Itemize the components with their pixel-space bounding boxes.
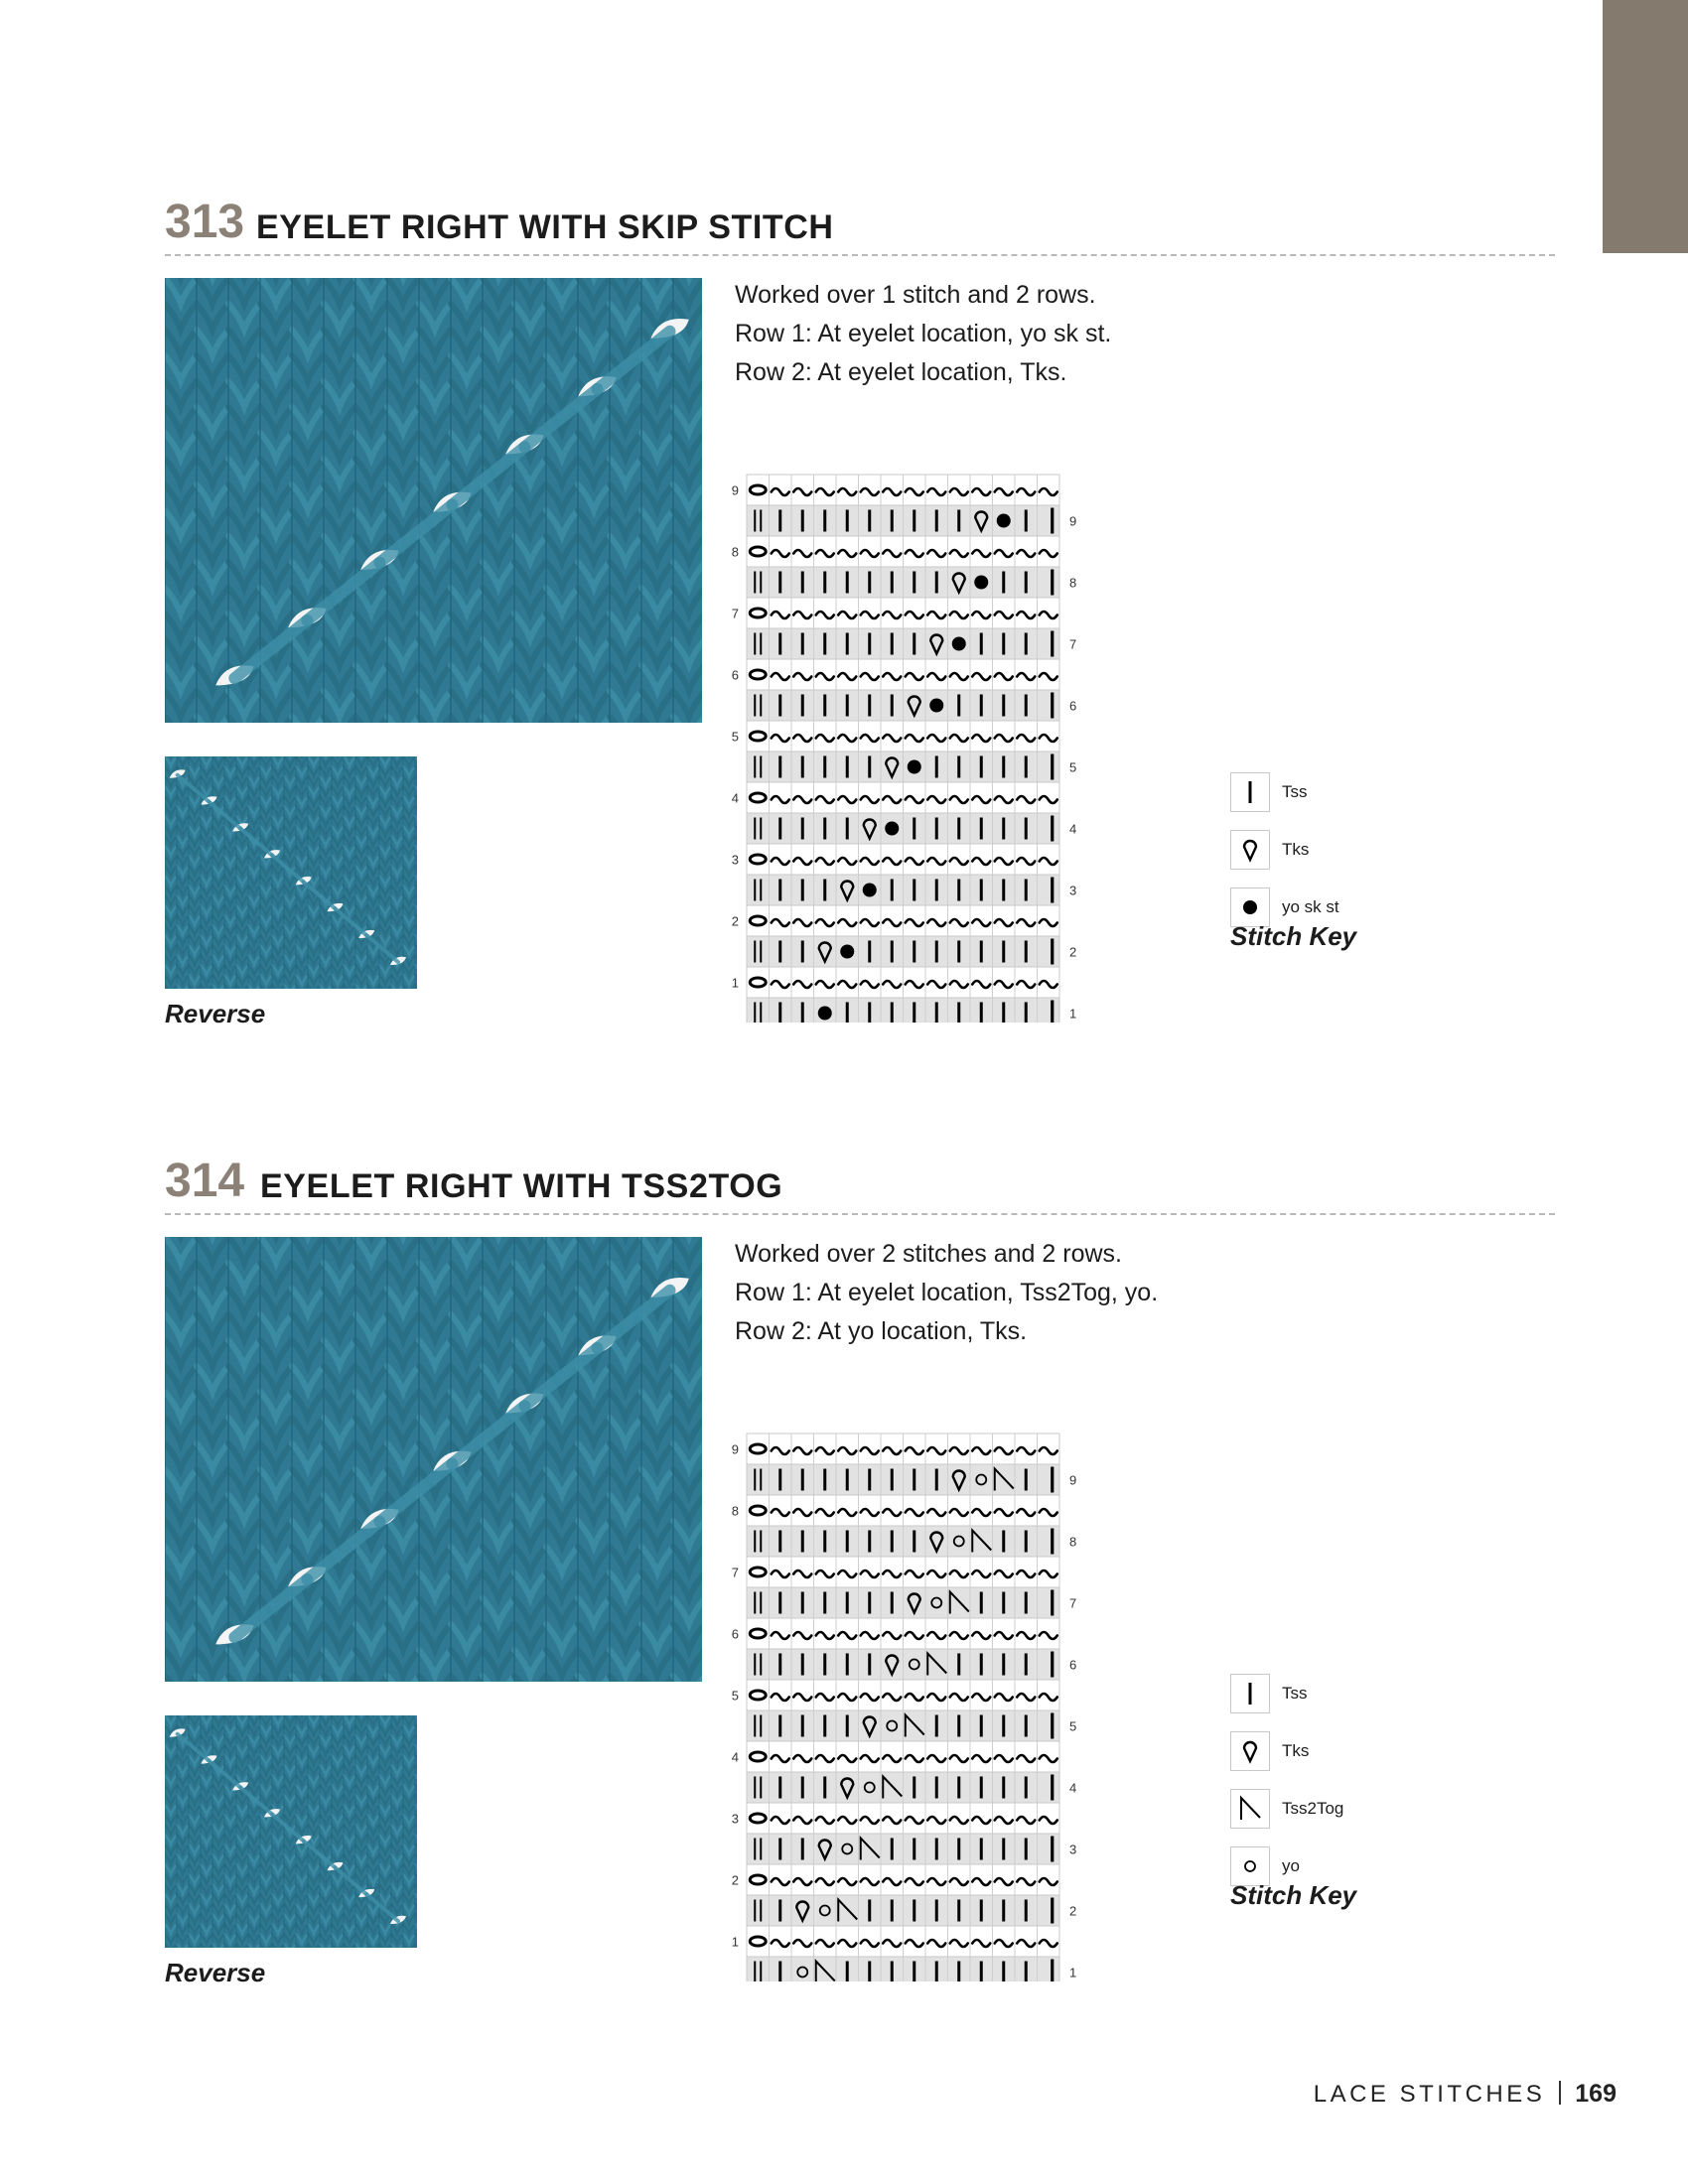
chart-row-number: 5 — [731, 729, 739, 745]
tks-icon — [1231, 1732, 1269, 1770]
section-title: EYELET RIGHT WITH SKIP STITCH — [256, 208, 834, 246]
tks-icon — [1231, 831, 1269, 869]
chart-forward-row — [747, 875, 1076, 905]
key-item-tss — [1230, 1674, 1429, 1713]
chart-row-number: 1 — [731, 1934, 739, 1950]
chart-forward-row — [747, 505, 1076, 536]
chart-row-number: 4 — [1069, 821, 1077, 837]
chart-row-number: 7 — [731, 606, 739, 621]
chart-row-number: 8 — [1069, 1534, 1077, 1550]
instruction-line: Row 1: At eyelet location, Tss2Tog, yo. — [735, 1279, 1159, 1306]
chart-return-row — [732, 1864, 1059, 1895]
page-footer — [1314, 2080, 1617, 2114]
key-item-tks — [1230, 830, 1429, 870]
tss2tog-icon — [1231, 1790, 1269, 1828]
chart-return-row — [732, 721, 1059, 751]
chart-row-number: 5 — [1069, 759, 1077, 775]
key-label: yo sk st — [1282, 897, 1339, 916]
key-item-tss — [1230, 772, 1429, 812]
chart-return-row — [732, 598, 1059, 628]
chart-row-number: 1 — [1069, 1965, 1077, 1980]
key-label: yo — [1282, 1856, 1300, 1875]
chart-forward-row — [747, 1649, 1076, 1680]
instructions — [735, 276, 1331, 392]
chart-row-number: 2 — [1069, 944, 1077, 960]
chart-row-number: 6 — [731, 1626, 739, 1642]
section-number: 314 — [165, 1155, 245, 1207]
reverse-label: Reverse — [165, 999, 266, 1028]
chart-row-number: 7 — [731, 1565, 739, 1580]
chart-row-number: 3 — [1069, 1842, 1077, 1857]
swatch-photo-front — [165, 278, 702, 723]
chart-return-row — [732, 1926, 1059, 1957]
chart-return-row — [732, 967, 1059, 998]
chart-forward-row — [747, 998, 1076, 1023]
instruction-line: Worked over 2 stitches and 2 rows. — [735, 1240, 1122, 1268]
chart-return-row — [732, 782, 1059, 813]
chart-row-number: 2 — [731, 1872, 739, 1888]
chart-return-row — [732, 844, 1059, 875]
instruction-line: Worked over 1 stitch and 2 rows. — [735, 281, 1096, 309]
key-label: Tks — [1282, 1741, 1310, 1760]
chart-row-number: 3 — [731, 852, 739, 868]
chart-forward-row — [747, 1834, 1076, 1864]
chart-row-number: 2 — [731, 913, 739, 929]
chart-return-row — [732, 1741, 1059, 1772]
key-symbol-box — [1230, 772, 1270, 812]
chart-return-row — [732, 1495, 1059, 1526]
chart-return-row — [732, 659, 1059, 690]
chart-row-number: 9 — [731, 482, 739, 498]
tss-icon — [1231, 773, 1269, 811]
chart-row-number: 8 — [731, 544, 739, 560]
chart-return-row — [732, 1618, 1059, 1649]
chart-return-row — [732, 1433, 1059, 1464]
tss-icon — [1231, 1675, 1269, 1712]
section-header — [165, 1155, 1555, 1215]
chart-return-row — [732, 1680, 1059, 1710]
instruction-line: Row 1: At eyelet location, yo sk st. — [735, 320, 1112, 347]
chart-forward-row — [747, 1587, 1076, 1618]
section-number: 313 — [165, 196, 245, 248]
chapter-color-tab — [1603, 0, 1688, 253]
chart-row-number: 6 — [731, 667, 739, 683]
key-label: Tss — [1282, 782, 1308, 801]
chart-forward-row — [747, 1526, 1076, 1557]
chart-row-number: 9 — [1069, 1472, 1077, 1488]
chart-forward-row — [747, 1464, 1076, 1495]
stitch-key-title: Stitch Key — [1230, 1880, 1357, 1910]
chart-forward-row — [747, 813, 1076, 844]
page-number: 169 — [1575, 2080, 1617, 2108]
chart-forward-row — [747, 1895, 1076, 1926]
footer-section-name: LACE STITCHES — [1313, 2081, 1546, 2108]
chart-return-row — [732, 536, 1059, 567]
key-symbol-box — [1230, 1674, 1270, 1713]
key-item-tss2tog — [1230, 1789, 1429, 1829]
chart-row-number: 4 — [1069, 1780, 1077, 1796]
section-title: EYELET RIGHT WITH TSS2TOG — [260, 1167, 783, 1205]
chart-row-number: 5 — [731, 1688, 739, 1704]
swatch-photo-front — [165, 1237, 702, 1682]
chart-forward-row — [747, 936, 1076, 967]
chart-row-number: 9 — [731, 1441, 739, 1457]
key-label: Tss2Tog — [1282, 1799, 1344, 1818]
chart-return-row — [732, 1557, 1059, 1587]
chart-return-row — [732, 1803, 1059, 1834]
chart-row-number: 3 — [731, 1811, 739, 1827]
stitch-key-title: Stitch Key — [1230, 921, 1357, 951]
key-symbol-box — [1230, 1789, 1270, 1829]
stitch-key — [1230, 1684, 1429, 1989]
swatch-photo-reverse — [165, 756, 417, 989]
chart-forward-row — [747, 1957, 1076, 1981]
chart-forward-row — [747, 567, 1076, 598]
chart-forward-row — [747, 628, 1076, 659]
chart-forward-row — [747, 1772, 1076, 1803]
stitch-section-313 — [165, 196, 1555, 1052]
chart-row-number: 9 — [1069, 513, 1077, 529]
instructions — [735, 1235, 1331, 1351]
chart-row-number: 8 — [1069, 575, 1077, 591]
stitch-key — [1230, 772, 1429, 1030]
chart-row-number: 1 — [1069, 1006, 1077, 1022]
key-symbol-box — [1230, 830, 1270, 870]
key-item-tks — [1230, 1731, 1429, 1771]
footer-separator — [1559, 2081, 1561, 2105]
instruction-line: Row 2: At yo location, Tks. — [735, 1317, 1028, 1345]
chart-row-number: 1 — [731, 975, 739, 991]
chart-row-number: 3 — [1069, 883, 1077, 898]
chart-row-number: 5 — [1069, 1718, 1077, 1734]
chart-row-number: 2 — [1069, 1903, 1077, 1919]
chart-return-row — [732, 475, 1059, 505]
stitch-section-314 — [165, 1155, 1555, 2011]
chart-row-number: 8 — [731, 1503, 739, 1519]
chart-row-number: 7 — [1069, 1595, 1077, 1611]
chart-row-number: 4 — [731, 790, 739, 806]
key-label: Tks — [1282, 840, 1310, 859]
chart-forward-row — [747, 690, 1076, 721]
swatch-photo-reverse — [165, 1715, 417, 1948]
chart-row-number: 7 — [1069, 636, 1077, 652]
key-label: Tss — [1282, 1684, 1308, 1703]
instruction-line: Row 2: At eyelet location, Tks. — [735, 358, 1067, 386]
section-header — [165, 196, 1555, 256]
chart-row-number: 4 — [731, 1749, 739, 1765]
chart-forward-row — [747, 751, 1076, 782]
chart-row-number: 6 — [1069, 698, 1077, 714]
chart-forward-row — [747, 1710, 1076, 1741]
chart-return-row — [732, 905, 1059, 936]
reverse-label: Reverse — [165, 1958, 266, 1987]
chart-row-number: 6 — [1069, 1657, 1077, 1673]
key-symbol-box — [1230, 1731, 1270, 1771]
